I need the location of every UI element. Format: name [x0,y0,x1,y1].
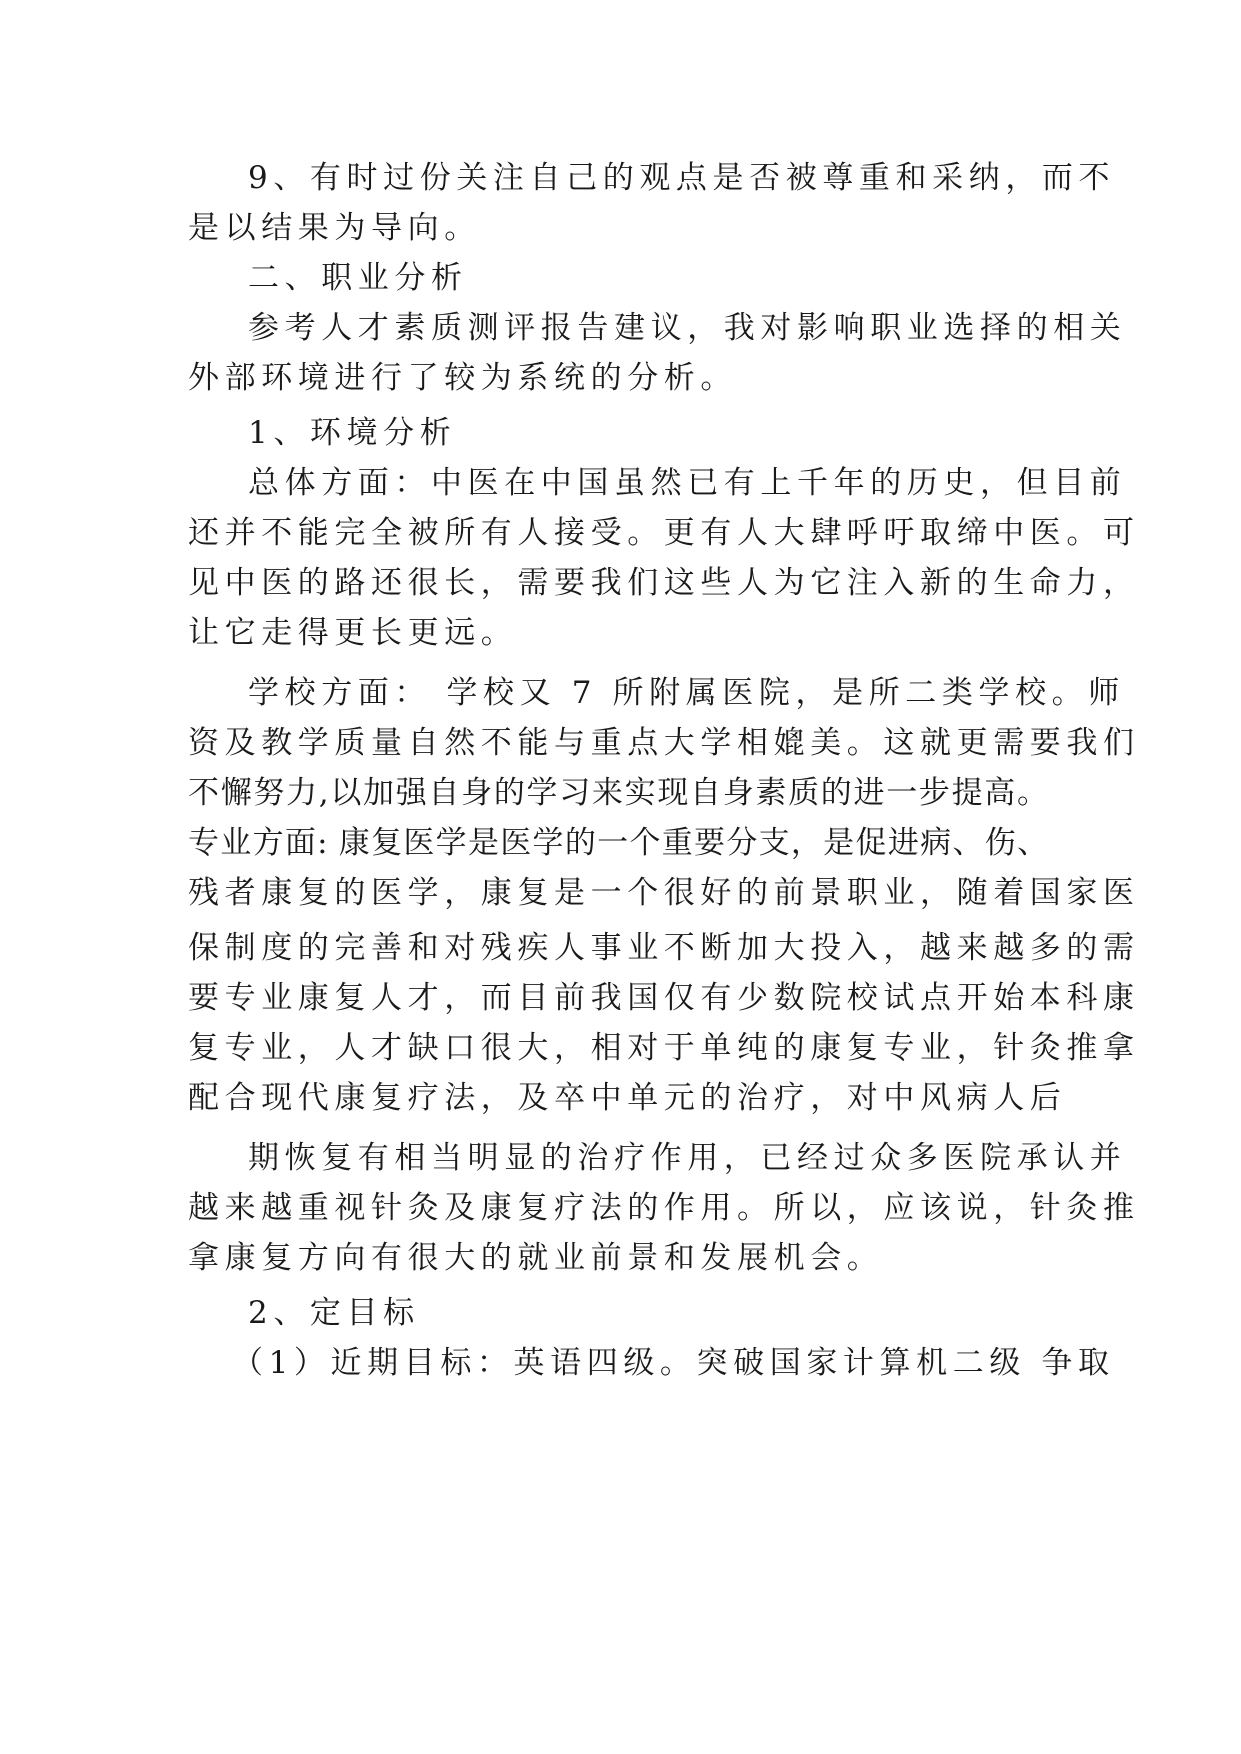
text-line: 越来越重视针灸及康复疗法的作用。所以，应该说，针灸推 [188,1190,1140,1226]
text-line: 学校方面： 学校又 7 所附属医院，是所二类学校。师 [248,675,1125,711]
text-line: 资及教学质量自然不能与重点大学相媲美。这就更需要我们 [188,725,1140,761]
subsection-heading: 1、环境分析 [248,415,457,451]
text-line: 9、有时过份关注自己的观点是否被尊重和采纳，而不 [248,160,1116,196]
text-line: 要专业康复人才，而目前我国仅有少数院校试点开始本科康 [188,980,1140,1016]
text-line: 保制度的完善和对残疾人事业不断加大投入，越来越多的需 [188,930,1140,966]
text-line: 专业方面: 康复医学是医学的一个重要分支，是促进病、伤、 [188,825,1048,861]
text-line: 外部环境进行了较为系统的分析。 [188,360,737,396]
text-line: 让它走得更长更远。 [188,615,518,651]
text-line: 还并不能完全被所有人接受。更有人大肆呼吁取缔中医。可 [188,515,1140,551]
text-line: 拿康复方向有很大的就业前景和发展机会。 [188,1240,884,1276]
text-line: 复专业，人才缺口很大，相对于单纯的康复专业，针灸推拿 [188,1030,1140,1066]
text-line: 是以结果为导向。 [188,210,481,246]
text-line: （1）近期目标：英语四级。突破国家计算机二级 争取 [232,1345,1115,1381]
text-line: 不懈努力,以加强自身的学习来实现自身素质的进一步提高。 [188,775,1048,811]
text-line: 见中医的路还很长，需要我们这些人为它注入新的生命力， [188,565,1140,601]
section-heading: 二、职业分析 [248,260,468,296]
text-line: 配合现代康复疗法，及卒中单元的治疗，对中风病人后 [188,1080,1067,1116]
text-line: 总体方面：中医在中国虽然已有上千年的历史，但目前 [248,465,1127,501]
text-line: 期恢复有相当明显的治疗作用，已经过众多医院承认并 [248,1140,1127,1176]
text-line: 残者康复的医学，康复是一个很好的前景职业，随着国家医 [188,875,1140,911]
subsection-heading: 2、定目标 [248,1295,420,1331]
text-line: 参考人才素质测评报告建议，我对影响职业选择的相关 [248,310,1127,346]
